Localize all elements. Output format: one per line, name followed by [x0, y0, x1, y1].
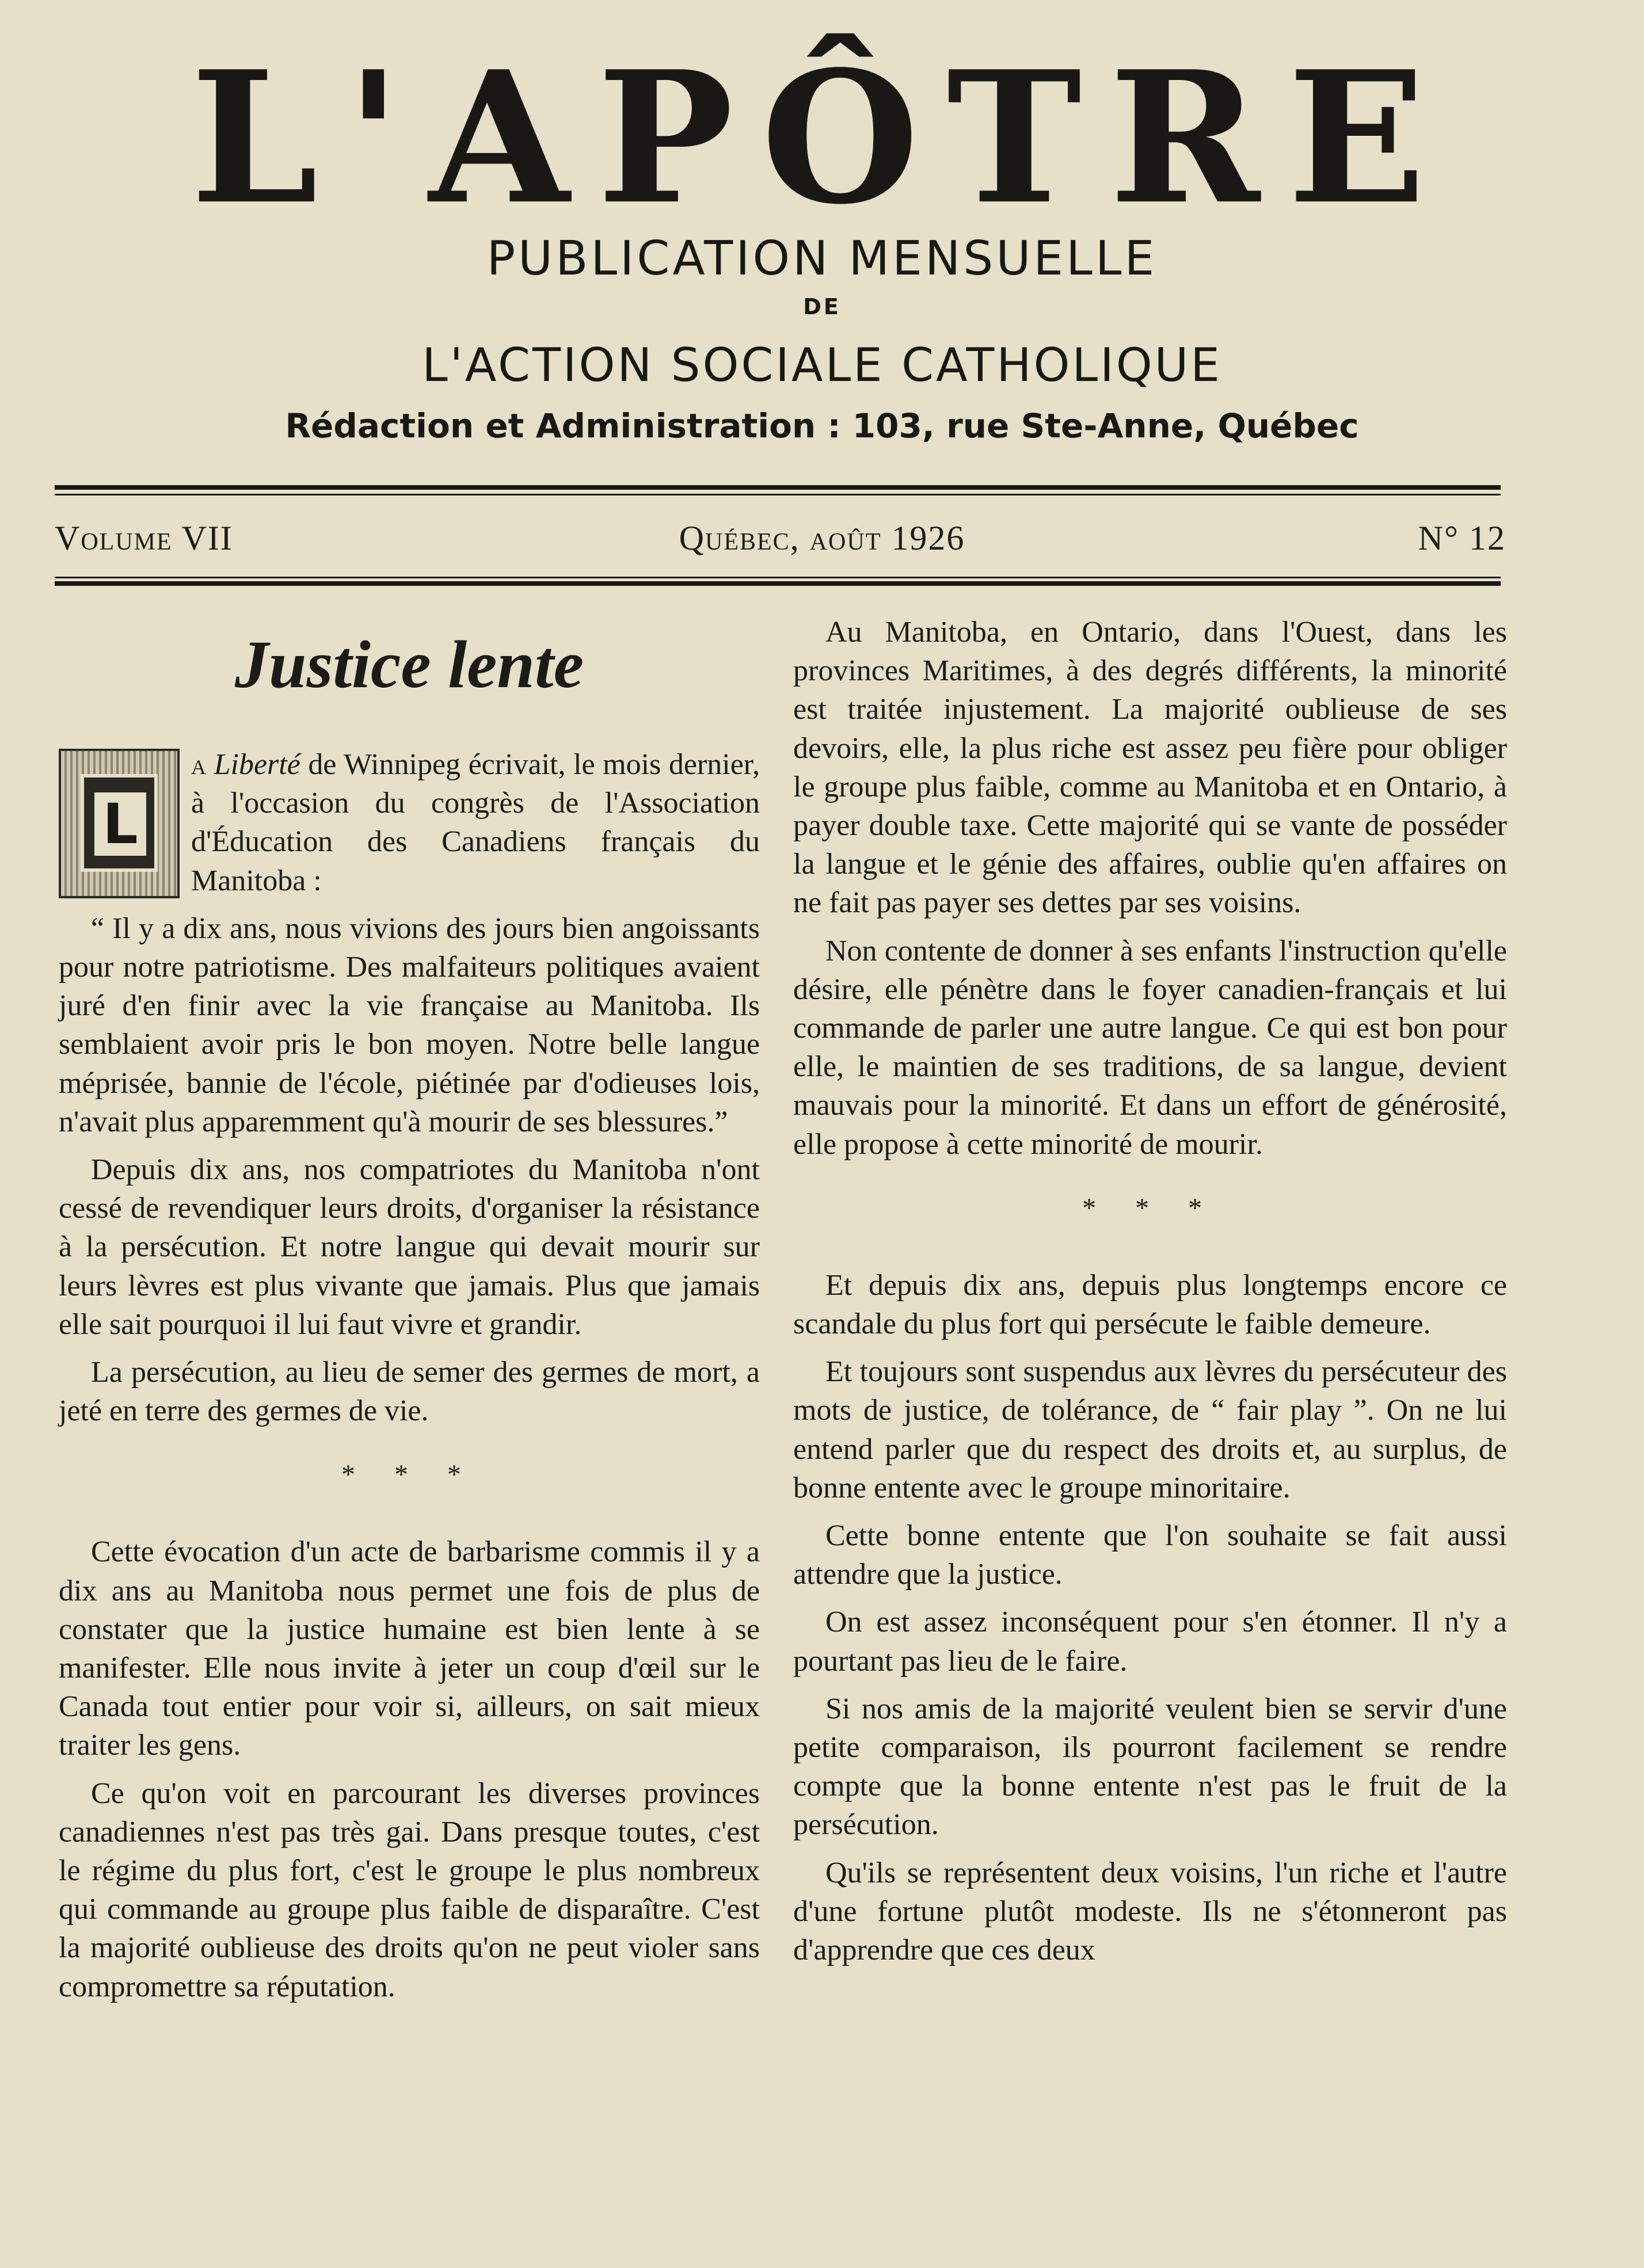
lead-italic-title: Liberté	[214, 748, 300, 781]
article-column-left	[59, 613, 760, 2015]
masthead-address: Rédaction et Administration : 103, rue Ste-Anne, Québec	[285, 406, 1359, 445]
section-separator: * * *	[341, 1459, 477, 1491]
bottom-rule-thick	[55, 581, 1501, 586]
article-headline: Justice lente	[234, 627, 584, 702]
masthead-de: DE	[803, 294, 841, 319]
article-column-right	[793, 613, 1507, 1979]
paragraph: Cette évocation d'un acte de barbarisme commis il y a dix ans au Manitoba nous permet une fois de plus de constater que la justice humaine est bien lente à se manifester. Elle nous invite à jeter un coup d'œil sur le Canada tout entier pour voir si, ailleurs, on sait mieux traiter les gens.	[59, 1535, 760, 1762]
paragraph: Non contente de donner à ses enfants l'instruction qu'elle désire, elle pénètre dans le foyer canadien-français et lui commande de parler une autre langue. Ce qui est bon pour elle, le maintien de ses traditions, de sa langue, devient mauvais pour la minorité. Et dans un effort de générosité, elle propose à cette minorité de mourir.	[793, 934, 1507, 1161]
masthead-publisher: L'ACTION SOCIALE CATHOLIQUE	[422, 338, 1222, 392]
top-rule-thick	[55, 485, 1501, 490]
masthead-subtitle: PUBLICATION MENSUELLE	[486, 231, 1158, 286]
bottom-rule-thin	[55, 577, 1501, 578]
top-rule-thin	[55, 494, 1501, 495]
lead-paragraph	[59, 745, 760, 900]
paragraph: On est assez inconséquent pour s'en étonner. Il n'y a pourtant pas lieu de le faire.	[793, 1606, 1507, 1678]
issue-volume: Volume VII	[55, 519, 233, 557]
paragraph: Et depuis dix ans, depuis plus longtemps encore ce scandale du plus fort qui persécute le faible demeure.	[793, 1268, 1507, 1341]
paragraph: “ Il y a dix ans, nous vivions des jours bien angoissants pour notre patriotisme. Des malfaiteurs politiques avaient juré d'en finir avec la vie française au Manitoba. Ils semblaient avoir pris le bon moyen. Notre belle langue méprisée, bannie de l'école, piétinée par d'odieuses lois, n'avait plus apparemment qu'à mourir de ses blessures.”	[59, 912, 760, 1138]
lead-small-cap: a	[191, 748, 206, 781]
dropcap-letter: L	[94, 792, 146, 856]
section-separator: * * *	[1082, 1192, 1218, 1223]
paragraph: Ce qu'on voit en parcourant les diverses provinces canadiennes n'est pas très gai. Dans presque toutes, c'est le régime du plus fort, c'est le groupe le plus nombreux qui commande au groupe plus faible de disparaître. C'est la majorité oublieuse des droits qu'on ne peut violer sans compromettre sa réputation.	[59, 1777, 760, 2003]
issue-date: Québec, août 1926	[679, 519, 965, 557]
masthead-title: L'APÔTRE	[191, 32, 1453, 245]
paragraph: Depuis dix ans, nos compatriotes du Manitoba n'ont cessé de revendiquer leurs droits, d'organiser la résistance à la persécution. Et notre langue qui devait mourir sur leurs lèvres est plus vivante que jamais. Plus que jamais elle sait pourquoi il lui faut vivre et grandir.	[59, 1153, 760, 1341]
paragraph: Si nos amis de la majorité veulent bien se servir d'une petite comparaison, ils pourront facilement se rendre compte que la bonne entente n'est pas le fruit de la persécution.	[793, 1692, 1507, 1842]
paragraph: Et toujours sont suspendus aux lèvres du persécuteur des mots de justice, de tolérance, de “ fair play ”. On ne lui entend parler que du respect des droits et, au surplus, de bonne entente avec le groupe minoritaire.	[793, 1355, 1507, 1504]
paragraph: Au Manitoba, en Ontario, dans l'Ouest, dans les provinces Maritimes, à des degrés différents, la minorité est traitée injustement. La majorité oublieuse de ses devoirs, elle, la plus riche est assez peu fière pour obliger le groupe plus faible, comme au Manitoba et en Ontario, à payer double taxe. Cette majorité qui se vante de posséder la langue et le génie des affaires, oublie qu'en affaires on ne fait pas payer ses dettes par ses voisins.	[793, 616, 1507, 920]
paragraph: Qu'ils se représentent deux voisins, l'un riche et l'autre d'une fortune plutôt modeste. Ils ne s'étonneront pas d'apprendre que ces deux	[793, 1856, 1507, 1967]
lead-text: de Winnipeg écrivait, le mois dernier, à l'occasion du congrès de l'Association d'Éducation des Canadiens français du Manitoba :	[191, 748, 760, 897]
issue-number: N° 12	[1418, 519, 1506, 557]
paragraph: Cette bonne entente que l'on souhaite se fait aussi attendre que la justice.	[793, 1519, 1507, 1591]
paragraph: La persécution, au lieu de semer des germes de mort, a jeté en terre des germes de vie.	[59, 1356, 760, 1428]
ornamental-dropcap	[59, 749, 180, 898]
